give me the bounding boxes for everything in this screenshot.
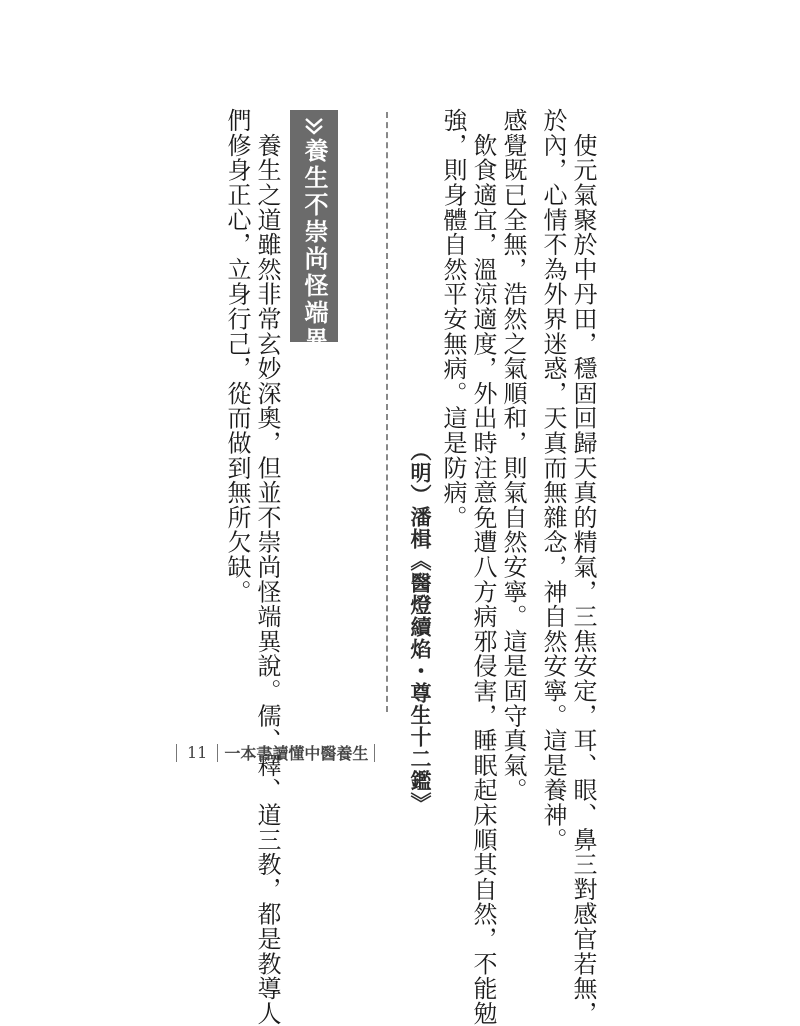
double-chevron-icon xyxy=(303,116,325,138)
book-title: 一本書讀懂中醫養生 xyxy=(224,744,369,763)
citation: （明）潘楫《醫燈續焰・尊生十二鑑》 xyxy=(408,440,432,814)
footer-divider xyxy=(374,744,375,762)
section-heading xyxy=(298,116,330,381)
footer-divider xyxy=(176,744,177,762)
page-footer xyxy=(176,741,375,764)
left-text-column-1: 養生之道雖然非常玄妙深奧，但並不崇尚怪端異說。儒、釋、道三教，都是教導人 xyxy=(253,108,281,1026)
right-text-column-4: 飲食適宜，溫涼適度，外出時注意免遭八方病邪侵害，睡眠起床順其自然，不能勉 xyxy=(469,108,497,1026)
section-heading-box xyxy=(290,110,338,381)
right-text-column-2: 使元氣聚於中丹田，穩固回歸天真的精氣，三焦安定，耳、眼、鼻三對感官若無， xyxy=(569,108,597,1026)
right-text-column-5: 強，則身體自然平安無病。這是防病。 xyxy=(439,108,467,530)
footer-divider xyxy=(217,744,218,762)
right-text-column-1: 於內，心情不為外界迷惑，天真而無雜念，神自然安寧。這是養神。 xyxy=(539,108,567,852)
section-divider xyxy=(386,112,388,712)
section-heading-text: 養生不崇尚怪端異說 xyxy=(300,138,328,381)
page-number: 11 xyxy=(187,743,208,762)
left-text-column-2: 們修身正心，立身行己，從而做到無所欠缺。 xyxy=(223,108,251,604)
right-text-column-3: 感覺既已全無，浩然之氣順和，則氣自然安寧。這是固守真氣。 xyxy=(499,108,527,803)
